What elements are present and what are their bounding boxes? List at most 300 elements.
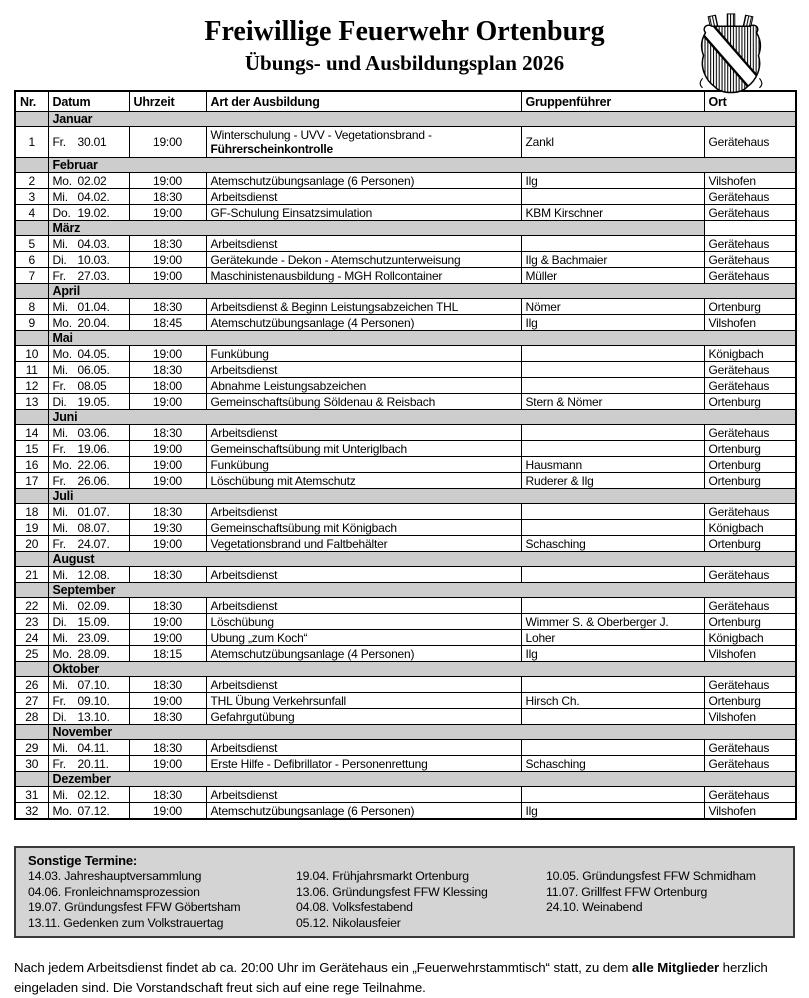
cell-datum <box>48 378 129 394</box>
cell-art: Arbeitsdienst & Beginn Leistungsabzeichen THL <box>206 299 521 315</box>
month-nr-cell <box>15 158 48 173</box>
cell-time: 19:00 <box>129 473 206 489</box>
month-nr-cell <box>15 410 48 425</box>
date-value: 07.10. <box>77 677 110 692</box>
month-row <box>15 221 796 236</box>
month-row <box>15 725 796 740</box>
cell-nr: 29 <box>15 740 48 756</box>
table-row <box>15 268 796 284</box>
table-row <box>15 378 796 394</box>
cell-nr: 4 <box>15 205 48 221</box>
table-row <box>15 740 796 756</box>
cell-art: Gemeinschaftsübung mit Unteriglbach <box>206 441 521 457</box>
cell-ort: Ortenburg <box>704 299 796 315</box>
cell-gruppenfuehrer <box>521 740 704 756</box>
month-label: Oktober <box>48 662 796 677</box>
other-events-column <box>546 869 781 931</box>
cell-datum <box>48 677 129 693</box>
table-row <box>15 394 796 410</box>
cell-nr: 12 <box>15 378 48 394</box>
day-abbrev: Di. <box>52 709 67 724</box>
cell-art: Funkübung <box>206 457 521 473</box>
cell-gruppenfuehrer: Loher <box>521 630 704 646</box>
coat-of-arms-icon <box>695 12 767 102</box>
training-plan-table <box>14 90 797 820</box>
cell-time: 19:00 <box>129 346 206 362</box>
cell-art: Arbeitsdienst <box>206 425 521 441</box>
cell-gruppenfuehrer: Hirsch Ch. <box>521 693 704 709</box>
day-abbrev: Fr. <box>52 756 66 771</box>
cell-time: 18:30 <box>129 236 206 252</box>
other-event-item: 19.04. Frühjahrsmarkt Ortenburg <box>296 869 469 884</box>
cell-ort: Gerätehaus <box>704 425 796 441</box>
table-row <box>15 189 796 205</box>
day-abbrev: Fr. <box>52 693 66 708</box>
day-abbrev: Mo. <box>52 315 72 330</box>
cell-time: 18:15 <box>129 646 206 662</box>
date-value: 13.10. <box>77 709 110 724</box>
month-row <box>15 772 796 787</box>
month-row <box>15 112 796 127</box>
cell-gruppenfuehrer <box>521 598 704 614</box>
cell-nr: 25 <box>15 646 48 662</box>
cell-ort: Gerätehaus <box>704 189 796 205</box>
cell-time: 19:00 <box>129 536 206 552</box>
cell-datum <box>48 709 129 725</box>
cell-time: 18:45 <box>129 315 206 331</box>
month-nr-cell <box>15 284 48 299</box>
table-row <box>15 756 796 772</box>
cell-art: Gemeinschaftsübung Söldenau & Reisbach <box>206 394 521 410</box>
cell-ort: Gerätehaus <box>704 205 796 221</box>
page-title: Freiwillige Feuerwehr Ortenburg <box>204 16 605 47</box>
date-value: 02.02 <box>77 173 107 188</box>
other-event-item: 24.10. Weinabend <box>546 900 643 915</box>
month-label: Februar <box>48 158 796 173</box>
cell-datum <box>48 630 129 646</box>
date-value: 04.02. <box>77 189 110 204</box>
table-row <box>15 520 796 536</box>
column-header-datum: Datum <box>48 91 129 112</box>
column-header-uhrzeit: Uhrzeit <box>129 91 206 112</box>
table-row <box>15 536 796 552</box>
cell-gruppenfuehrer <box>521 425 704 441</box>
cell-ort: Gerätehaus <box>704 740 796 756</box>
cell-gruppenfuehrer <box>521 362 704 378</box>
other-events-title: Sonstige Termine: <box>28 853 138 869</box>
cell-nr: 13 <box>15 394 48 410</box>
cell-ort: Vilshofen <box>704 709 796 725</box>
cell-art: Erste Hilfe - Defibrillator - Personenrettung <box>206 756 521 772</box>
cell-art: Atemschutzübungsanlage (6 Personen) <box>206 173 521 189</box>
date-value: 01.04. <box>77 299 110 314</box>
table-row <box>15 473 796 489</box>
cell-art: Maschinistenausbildung - MGH Rollcontainer <box>206 268 521 284</box>
date-value: 19.05. <box>77 394 110 409</box>
cell-ort: Königbach <box>704 630 796 646</box>
table-row <box>15 803 796 820</box>
month-row <box>15 158 796 173</box>
other-events-columns <box>28 869 781 931</box>
cell-datum <box>48 425 129 441</box>
cell-art <box>206 127 521 158</box>
date-value: 04.03. <box>77 236 110 251</box>
other-events-box <box>14 846 795 938</box>
day-abbrev: Fr. <box>52 378 66 393</box>
cell-nr: 24 <box>15 630 48 646</box>
cell-datum <box>48 127 129 158</box>
month-nr-cell <box>15 772 48 787</box>
month-nr-cell <box>15 331 48 346</box>
day-abbrev: Mi. <box>52 362 68 377</box>
cell-ort: Ortenburg <box>704 473 796 489</box>
cell-gruppenfuehrer <box>521 520 704 536</box>
cell-nr: 30 <box>15 756 48 772</box>
cell-time: 19:00 <box>129 441 206 457</box>
cell-gruppenfuehrer: Müller <box>521 268 704 284</box>
cell-time: 18:30 <box>129 299 206 315</box>
cell-time: 19:00 <box>129 693 206 709</box>
header-row <box>15 91 796 112</box>
cell-time: 18:30 <box>129 709 206 725</box>
cell-art: Löschübung mit Atemschutz <box>206 473 521 489</box>
day-abbrev: Di. <box>52 252 67 267</box>
day-abbrev: Mo. <box>52 173 72 188</box>
cell-ort: Gerätehaus <box>704 756 796 772</box>
cell-gruppenfuehrer: Hausmann <box>521 457 704 473</box>
document-header <box>0 0 809 75</box>
cell-datum <box>48 394 129 410</box>
date-value: 23.09. <box>77 630 110 645</box>
cell-art: Gefahrgutübung <box>206 709 521 725</box>
date-value: 02.12. <box>77 787 110 802</box>
day-abbrev: Di. <box>52 614 67 629</box>
cell-nr: 23 <box>15 614 48 630</box>
day-abbrev: Mi. <box>52 787 68 802</box>
cell-nr: 21 <box>15 567 48 583</box>
cell-nr: 2 <box>15 173 48 189</box>
date-value: 20.04. <box>77 315 110 330</box>
cell-datum <box>48 693 129 709</box>
cell-datum <box>48 473 129 489</box>
day-abbrev: Mo. <box>52 457 72 472</box>
day-abbrev: Mi. <box>52 630 68 645</box>
date-value: 07.12. <box>77 803 110 818</box>
cell-time: 18:30 <box>129 567 206 583</box>
date-value: 15.09. <box>77 614 110 629</box>
date-value: 08.05 <box>77 378 107 393</box>
date-value: 27.03. <box>77 268 110 283</box>
cell-datum <box>48 504 129 520</box>
cell-ort: Gerätehaus <box>704 787 796 803</box>
cell-art: THL Übung Verkehrsunfall <box>206 693 521 709</box>
cell-gruppenfuehrer <box>521 787 704 803</box>
cell-datum <box>48 362 129 378</box>
other-event-item: 19.07. Gründungsfest FFW Göbertsham <box>28 900 241 915</box>
date-value: 19.06. <box>77 441 110 456</box>
footer-note <box>14 958 795 998</box>
date-value: 24.07. <box>77 536 110 551</box>
cell-gruppenfuehrer: Nömer <box>521 299 704 315</box>
cell-ort: Gerätehaus <box>704 236 796 252</box>
cell-nr: 14 <box>15 425 48 441</box>
cell-gruppenfuehrer: Ruderer & Ilg <box>521 473 704 489</box>
other-event-item: 14.03. Jahreshauptversammlung <box>28 869 202 884</box>
cell-time: 19:00 <box>129 127 206 158</box>
art-line-2: Führerscheinkontrolle <box>210 142 333 157</box>
cell-art: Arbeitsdienst <box>206 236 521 252</box>
cell-ort: Königbach <box>704 346 796 362</box>
date-value: 20.11. <box>77 756 109 771</box>
cell-art: Atemschutzübungsanlage (4 Personen) <box>206 315 521 331</box>
date-value: 12.08. <box>77 567 110 582</box>
table-row <box>15 567 796 583</box>
day-abbrev: Mo. <box>52 346 72 361</box>
month-row <box>15 662 796 677</box>
table-row <box>15 299 796 315</box>
day-abbrev: Mi. <box>52 520 68 535</box>
cell-art: Arbeitsdienst <box>206 787 521 803</box>
cell-nr: 19 <box>15 520 48 536</box>
cell-ort: Gerätehaus <box>704 252 796 268</box>
cell-datum <box>48 740 129 756</box>
month-nr-cell <box>15 112 48 127</box>
cell-datum <box>48 346 129 362</box>
month-row <box>15 552 796 567</box>
cell-gruppenfuehrer <box>521 236 704 252</box>
footer-text-before: Nach jedem Arbeitsdienst findet ab ca. 20:00 Uhr im Gerätehaus ein „Feuerwehrstammtisch“ statt, zu dem <box>14 960 632 976</box>
cell-datum <box>48 236 129 252</box>
table-row <box>15 173 796 189</box>
cell-nr: 22 <box>15 598 48 614</box>
cell-ort: Gerätehaus <box>704 677 796 693</box>
table-row <box>15 346 796 362</box>
cell-gruppenfuehrer: Zankl <box>521 127 704 158</box>
cell-gruppenfuehrer: Ilg <box>521 173 704 189</box>
day-abbrev: Fr. <box>52 441 66 456</box>
cell-nr: 10 <box>15 346 48 362</box>
cell-ort: Gerätehaus <box>704 362 796 378</box>
cell-datum <box>48 614 129 630</box>
art-line-1: Winterschulung - UVV - Vegetationsbrand - <box>210 128 432 143</box>
day-abbrev: Mi. <box>52 425 68 440</box>
cell-art: Gerätekunde - Dekon - Atemschutzunterweisung <box>206 252 521 268</box>
date-value: 10.03. <box>77 252 110 267</box>
table-row <box>15 127 796 158</box>
column-header-nr: Nr. <box>15 91 48 112</box>
cell-art: Arbeitsdienst <box>206 189 521 205</box>
cell-nr: 1 <box>15 127 48 158</box>
cell-art: Arbeitsdienst <box>206 740 521 756</box>
cell-art: Löschübung <box>206 614 521 630</box>
month-label: November <box>48 725 796 740</box>
cell-art: Vegetationsbrand und Faltbehälter <box>206 536 521 552</box>
cell-art: Ubung „zum Koch“ <box>206 630 521 646</box>
cell-art: Abnahme Leistungsabzeichen <box>206 378 521 394</box>
cell-gruppenfuehrer: Schasching <box>521 536 704 552</box>
cell-time: 19:30 <box>129 520 206 536</box>
table-row <box>15 598 796 614</box>
table-row <box>15 362 796 378</box>
cell-nr: 31 <box>15 787 48 803</box>
cell-datum <box>48 441 129 457</box>
month-label: April <box>48 284 796 299</box>
cell-art: Atemschutzübungsanlage (4 Personen) <box>206 646 521 662</box>
cell-gruppenfuehrer: Schasching <box>521 756 704 772</box>
table-row <box>15 693 796 709</box>
cell-nr: 16 <box>15 457 48 473</box>
cell-ort: Vilshofen <box>704 315 796 331</box>
cell-time: 19:00 <box>129 205 206 221</box>
day-abbrev: Mi. <box>52 236 68 251</box>
month-ort-cell <box>704 221 796 236</box>
other-event-item: 04.06. Fronleichnamsprozession <box>28 884 200 899</box>
day-abbrev: Mi. <box>52 740 68 755</box>
cell-ort: Ortenburg <box>704 394 796 410</box>
cell-art: Funkübung <box>206 346 521 362</box>
month-label: Juli <box>48 489 796 504</box>
cell-time: 18:00 <box>129 378 206 394</box>
cell-time: 18:30 <box>129 189 206 205</box>
cell-datum <box>48 787 129 803</box>
table-row <box>15 787 796 803</box>
day-abbrev: Do. <box>52 205 71 220</box>
date-value: 04.11. <box>77 740 109 755</box>
table-header <box>15 91 796 112</box>
cell-datum <box>48 598 129 614</box>
month-nr-cell <box>15 221 48 236</box>
cell-datum <box>48 173 129 189</box>
cell-datum <box>48 205 129 221</box>
cell-gruppenfuehrer: KBM Kirschner <box>521 205 704 221</box>
cell-datum <box>48 536 129 552</box>
cell-nr: 27 <box>15 693 48 709</box>
cell-datum <box>48 252 129 268</box>
cell-time: 18:30 <box>129 787 206 803</box>
month-label: Mai <box>48 331 796 346</box>
cell-datum <box>48 189 129 205</box>
month-label: Juni <box>48 410 796 425</box>
cell-gruppenfuehrer <box>521 346 704 362</box>
cell-gruppenfuehrer: Ilg <box>521 646 704 662</box>
cell-ort: Gerätehaus <box>704 268 796 284</box>
cell-art: Gemeinschaftsübung mit Königbach <box>206 520 521 536</box>
cell-nr: 7 <box>15 268 48 284</box>
cell-gruppenfuehrer <box>521 189 704 205</box>
cell-gruppenfuehrer <box>521 677 704 693</box>
cell-time: 19:00 <box>129 614 206 630</box>
day-abbrev: Fr. <box>52 536 66 551</box>
cell-datum <box>48 315 129 331</box>
day-abbrev: Fr. <box>52 268 66 283</box>
cell-nr: 5 <box>15 236 48 252</box>
cell-time: 19:00 <box>129 457 206 473</box>
cell-time: 19:00 <box>129 803 206 820</box>
month-label: März <box>48 221 704 236</box>
cell-time: 19:00 <box>129 756 206 772</box>
date-value: 02.09. <box>77 598 110 613</box>
cell-gruppenfuehrer: Ilg <box>521 315 704 331</box>
cell-nr: 28 <box>15 709 48 725</box>
date-value: 09.10. <box>77 693 110 708</box>
table-row <box>15 646 796 662</box>
cell-time: 18:30 <box>129 598 206 614</box>
cell-ort: Gerätehaus <box>704 127 796 158</box>
table-row <box>15 252 796 268</box>
column-header-gruppenfuehrer: Gruppenführer <box>521 91 704 112</box>
day-abbrev: Fr. <box>52 473 66 488</box>
cell-art: Atemschutzübungsanlage (6 Personen) <box>206 803 521 820</box>
day-abbrev: Mi. <box>52 189 68 204</box>
day-abbrev: Mi. <box>52 677 68 692</box>
day-abbrev: Di. <box>52 394 67 409</box>
cell-ort: Ortenburg <box>704 441 796 457</box>
month-label: September <box>48 583 796 598</box>
month-nr-cell <box>15 662 48 677</box>
day-abbrev: Fr. <box>52 135 66 150</box>
other-events-column <box>28 869 296 931</box>
date-value: 03.06. <box>77 425 110 440</box>
other-event-item: 13.11. Gedenken zum Volkstrauertag <box>28 915 224 930</box>
day-abbrev: Mi. <box>52 299 68 314</box>
cell-ort: Ortenburg <box>704 693 796 709</box>
cell-ort: Königbach <box>704 520 796 536</box>
cell-datum <box>48 457 129 473</box>
cell-gruppenfuehrer: Wimmer S. & Oberberger J. <box>521 614 704 630</box>
cell-gruppenfuehrer: Stern & Nömer <box>521 394 704 410</box>
cell-ort: Vilshofen <box>704 646 796 662</box>
other-events-column <box>296 869 546 931</box>
cell-nr: 8 <box>15 299 48 315</box>
footer-text-after: herzlich eingeladen sind. Die Vorstandschaft freut sich auf eine rege Teilnahme. <box>14 960 768 996</box>
cell-ort: Vilshofen <box>704 803 796 820</box>
month-label: Januar <box>48 112 796 127</box>
cell-art: Arbeitsdienst <box>206 598 521 614</box>
footer-text-bold: alle Mitglieder <box>631 960 720 976</box>
month-label: August <box>48 552 796 567</box>
cell-datum <box>48 646 129 662</box>
day-abbrev: Mi. <box>52 567 68 582</box>
date-value: 01.07. <box>77 504 110 519</box>
cell-nr: 26 <box>15 677 48 693</box>
month-nr-cell <box>15 725 48 740</box>
date-value: 08.07. <box>77 520 110 535</box>
cell-datum <box>48 268 129 284</box>
table-row <box>15 677 796 693</box>
other-event-item: 13.06. Gründungsfest FFW Klessing <box>296 884 488 899</box>
date-value: 04.05. <box>77 346 110 361</box>
date-value: 22.06. <box>77 457 110 472</box>
cell-gruppenfuehrer <box>521 504 704 520</box>
other-event-item: 05.12. Nikolausfeier <box>296 915 401 930</box>
day-abbrev: Mi. <box>52 598 68 613</box>
cell-time: 19:00 <box>129 394 206 410</box>
cell-time: 19:00 <box>129 630 206 646</box>
month-row <box>15 331 796 346</box>
table-row <box>15 709 796 725</box>
cell-ort: Vilshofen <box>704 173 796 189</box>
cell-gruppenfuehrer <box>521 709 704 725</box>
table-row <box>15 504 796 520</box>
cell-nr: 15 <box>15 441 48 457</box>
cell-ort: Ortenburg <box>704 614 796 630</box>
cell-nr: 6 <box>15 252 48 268</box>
month-row <box>15 583 796 598</box>
cell-gruppenfuehrer <box>521 567 704 583</box>
date-value: 26.06. <box>77 473 110 488</box>
cell-time: 18:30 <box>129 740 206 756</box>
table-row <box>15 425 796 441</box>
